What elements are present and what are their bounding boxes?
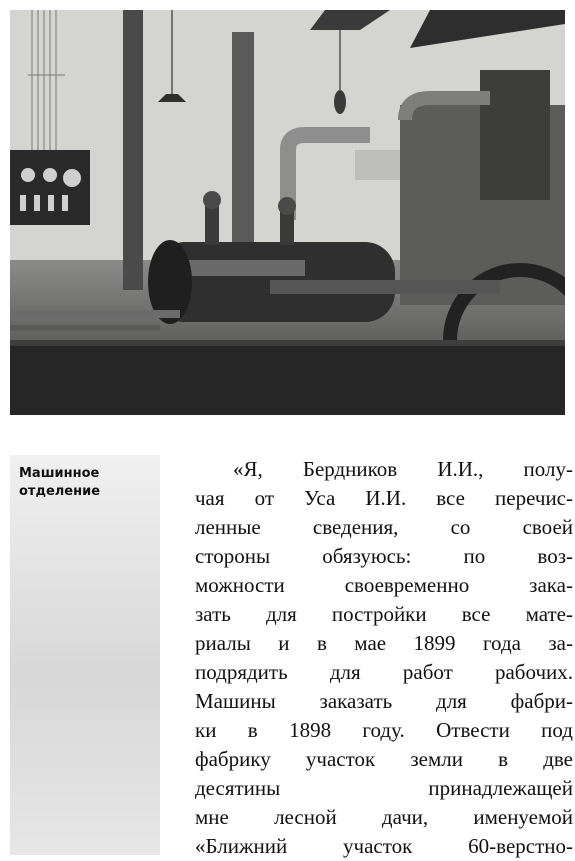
- text-line: мне лесной дачи, именуемой: [195, 805, 573, 829]
- engine-room-illustration: [10, 10, 565, 415]
- floor-rail: [10, 325, 160, 331]
- support-column: [123, 10, 143, 290]
- cylinder-highlight: [185, 260, 305, 276]
- floor-rail: [10, 310, 180, 318]
- valve-stem: [280, 210, 294, 245]
- valve-head: [203, 191, 221, 209]
- text-line: можности своевременно зака-: [195, 573, 573, 597]
- text-line: ленные сведения, со своей: [195, 515, 573, 539]
- hanging-lantern: [334, 90, 346, 114]
- valve-head: [278, 197, 296, 215]
- text-line: зать для постройки все мате-: [195, 602, 573, 626]
- control-panel: [10, 150, 90, 225]
- text-line: подрядить для работ рабочих.: [195, 660, 573, 684]
- valve-housing: [355, 150, 400, 180]
- valve-stem: [205, 205, 219, 245]
- floor: [10, 340, 565, 415]
- body-text: [195, 455, 573, 861]
- piston-rod: [270, 280, 500, 294]
- text-line: фабрику участок земли в две: [195, 747, 573, 771]
- text-line: риалы и в мае 1899 года за-: [195, 631, 573, 655]
- text-line: десятины принадлежащей: [195, 776, 573, 800]
- text-line: «Ближний участок 60-верстно-: [195, 834, 573, 858]
- text-line: стороны обязуюсь: по воз-: [195, 544, 573, 568]
- text-line: ки в 1898 году. Отвести под: [195, 718, 573, 742]
- text-line: чая от Уса И.И. все перечис-: [195, 486, 573, 510]
- floor-edge: [10, 340, 565, 346]
- text-line: Машины заказать для фабри-: [195, 689, 573, 713]
- engine-room-photo: [10, 10, 565, 415]
- text-line: «Я, Бердников И.И., полу-: [233, 457, 573, 481]
- photo-caption: Машинное отделение: [19, 466, 101, 499]
- caption-panel: [10, 455, 160, 855]
- exhaust-pipe: [232, 32, 254, 250]
- engine-column: [480, 70, 550, 200]
